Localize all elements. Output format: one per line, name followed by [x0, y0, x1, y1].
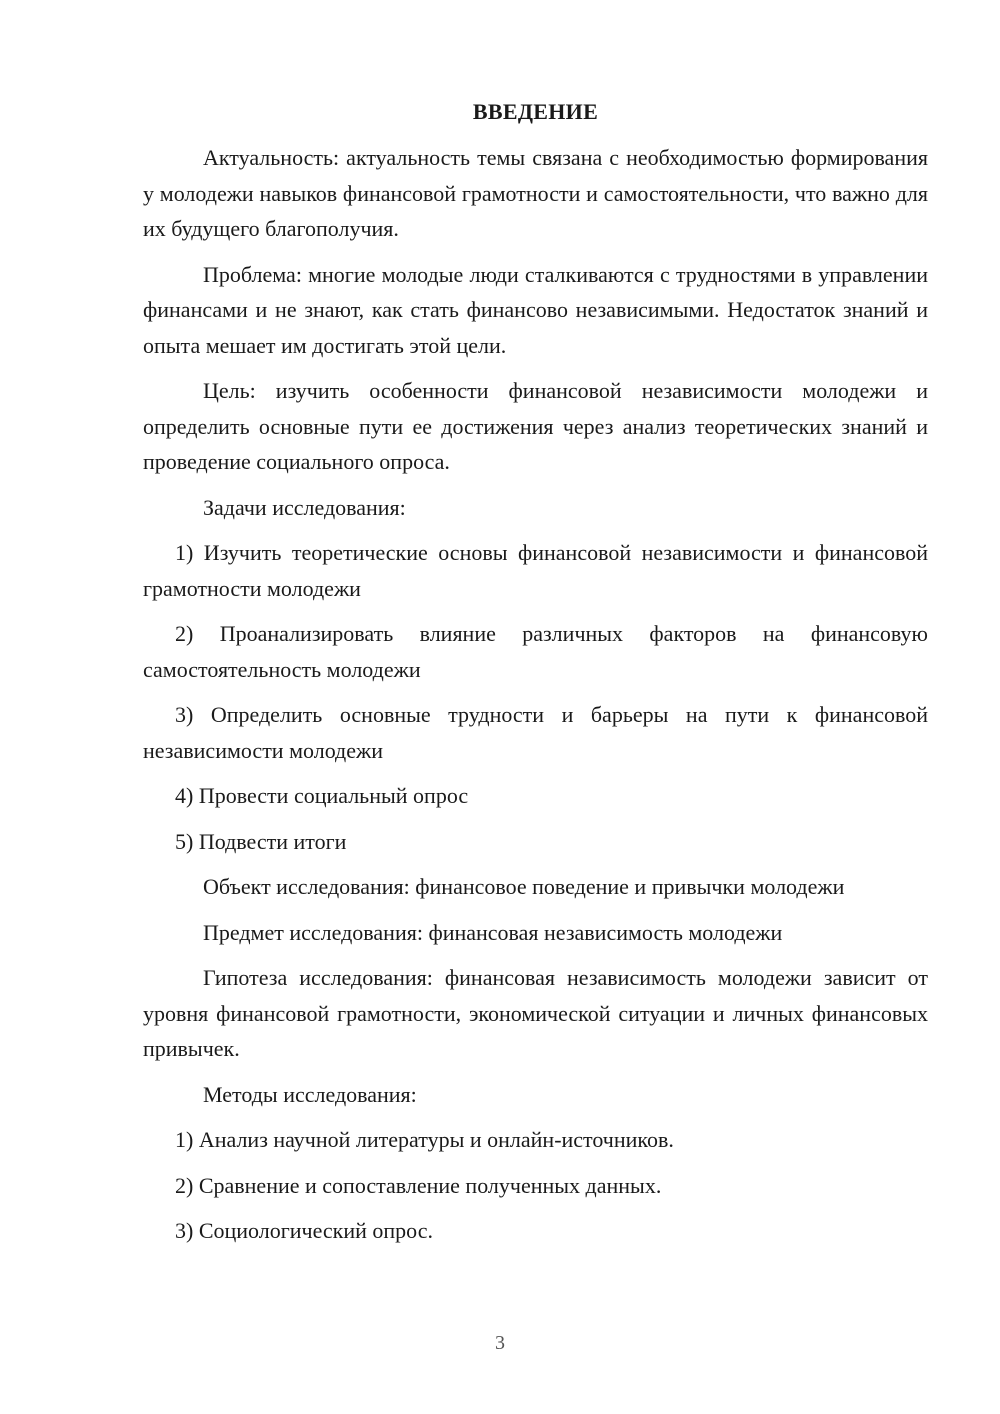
relevance-paragraph: Актуальность: актуальность темы связана с необходимостью формирования у молодежи навыков финансовой грамотности и самостоятельности, что важно для их будущего благополучия.: [143, 145, 928, 241]
method-item: 1) Анализ научной литературы и онлайн-источников.: [175, 1127, 674, 1152]
goal-paragraph: Цель: изучить особенности финансовой независимости молодежи и определить основные пути ее достижения через анализ теоретических знаний и проведение социального опроса.: [143, 378, 928, 474]
problem-paragraph: Проблема: многие молодые люди сталкиваются с трудностями в управлении финансами и не знают, как стать финансово независимыми. Недостаток знаний и опыта мешает им достигать этой цели.: [143, 261, 928, 358]
tasks-heading: Задачи исследования:: [203, 494, 406, 520]
task-item: 3) Определить основные трудности и барьеры на пути к финансовой независимости молодежи: [143, 702, 928, 763]
task-item: 2) Проанализировать влияние различных факторов на финансовую самостоятельность молодежи: [143, 621, 928, 682]
document-page: [143, 94, 928, 1259]
task-item: 4) Провести социальный опрос: [175, 783, 469, 808]
task-item: 1) Изучить теоретические основы финансовой независимости и финансовой грамотности молодежи: [143, 540, 928, 601]
section-title: ВВЕДЕНИЕ: [472, 99, 599, 124]
methods-heading: Методы исследования:: [203, 1081, 417, 1107]
task-item: 5) Подвести итоги: [175, 828, 347, 854]
subject-paragraph: Предмет исследования: финансовая независимость молодежи: [203, 919, 783, 945]
method-item: 2) Сравнение и сопоставление полученных данных.: [175, 1172, 662, 1198]
page-number: 3: [495, 1332, 505, 1354]
object-paragraph: Объект исследования: финансовое поведение и привычки молодежи: [203, 874, 845, 899]
hypothesis-paragraph: Гипотеза исследования: финансовая независимость молодежи зависит от уровня финансовой грамотности, экономической ситуации и личных финансовых привычек.: [143, 965, 928, 1061]
method-item: 3) Социологический опрос.: [175, 1218, 433, 1243]
